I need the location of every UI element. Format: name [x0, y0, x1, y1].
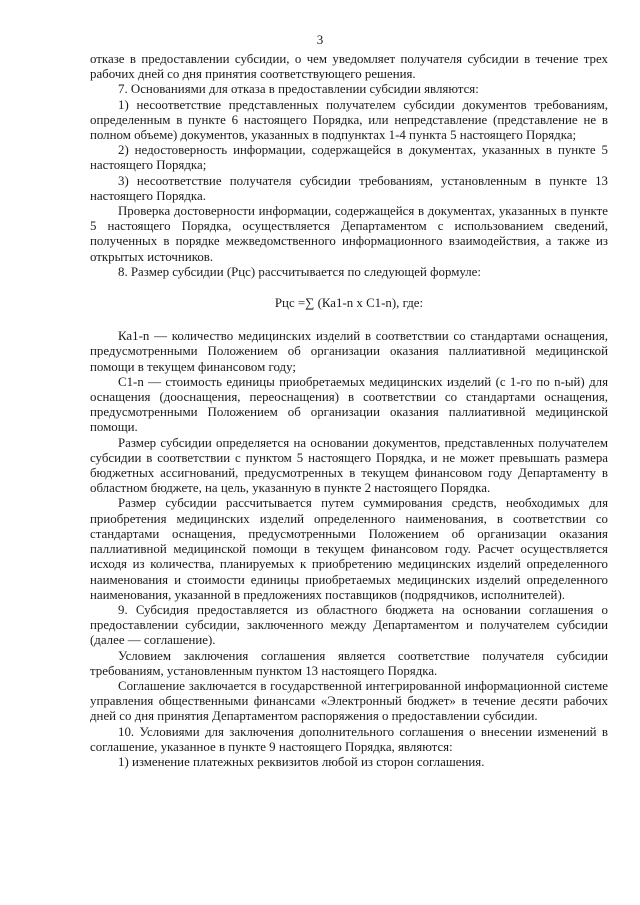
paragraph-subitem-2: 2) недостоверность информации, содержащейся в документах, указанных в пункте 5 настоящего Порядка;: [90, 143, 608, 173]
paragraph-subitem-3: 3) несоответствие получателя субсидии требованиям, установленным в пункте 13 настоящего Порядка.: [90, 173, 608, 203]
paragraph-item-10: 10. Условиями для заключения дополнительного соглашения о внесении изменений в соглашение, указанное в пункте 9 настоящего Порядка, являются:: [90, 724, 608, 754]
paragraph-continuation: отказе в предоставлении субсидии, о чем уведомляет получателя субсидии в течение трех рабочих дней со дня принятия соответствующего решения.: [90, 52, 608, 82]
page-number: 3: [316, 32, 324, 47]
paragraph-agreement-condition: Условием заключения соглашения является соответствие получателя субсидии требованиям, установленным пунктом 13 настоящего Порядка.: [90, 648, 608, 678]
document-body: [90, 52, 608, 770]
paragraph-subsidy-calculation: Размер субсидии рассчитывается путем суммирования средств, необходимых для приобретения медицинских изделий определенного наименования, в соответствии со стандартами оснащения, предусмотренными Положением об организации оказания паллиативной медицинской помощи в текущем финансовом году. Расчет осуществляется исходя из количества, планируемых к приобретению медицинских изделий определенного наименования и стоимости единицы приобретаемых медицинских изделий определенного наименования, указанной в предложениях поставщиков (подрядчиков, исполнителей).: [90, 496, 608, 602]
paragraph-c-definition: С1-n — стоимость единицы приобретаемых медицинских изделий (с 1-го по n-ый) для оснащения (дооснащения, переоснащения) в соответствии со стандартами оснащения, предусмотренными Положением об организации оказания паллиативной медицинской помощи.: [90, 374, 608, 435]
subsidy-formula: Рцс =∑ (Ка1-n х С1-n), где:: [274, 296, 424, 311]
paragraph-item-7: 7. Основаниями для отказа в предоставлении субсидии являются:: [118, 82, 479, 97]
paragraph-agreement-conclusion: Соглашение заключается в государственной интегрированной информационной системе управления общественными финансами «Электронный бюджет» в течение десяти рабочих дней со дня принятия Департаментом распоряжения о предоставлении субсидии.: [90, 678, 608, 724]
paragraph-item-9: 9. Субсидия предоставляется из областного бюджета на основании соглашения о предоставлении субсидии, заключенного между Департаментом и получателем субсидии (далее — соглашение).: [90, 602, 608, 648]
paragraph-item-10-subitem-1: 1) изменение платежных реквизитов любой из сторон соглашения.: [118, 754, 485, 769]
paragraph-verification: Проверка достоверности информации, содержащейся в документах, указанных в пункте 5 настоящего Порядка, осуществляется Департаментом с использованием сведений, полученных в порядке межведомственного информационного взаимодействия, а также из открытых источников.: [90, 204, 608, 264]
paragraph-subitem-1: 1) несоответствие представленных получателем субсидии документов требованиям, определенным в пункте 6 настоящего Порядка, или непредставление (представление не в полном объеме) документов, указанных в подпунктах 1-4 пункта 5 настоящего Порядка;: [90, 97, 608, 143]
paragraph-item-8: 8. Размер субсидии (Рцс) рассчитывается по следующей формуле:: [118, 264, 481, 279]
paragraph-ka-definition: Ка1-n — количество медицинских изделий в соответствии со стандартами оснащения, предусмотренными Положением об организации оказания паллиативной медицинской помощи в текущем финансовом году;: [90, 329, 608, 374]
paragraph-subsidy-size: Размер субсидии определяется на основании документов, представленных получателем субсидии в соответствии с пунктом 5 настоящего Порядка, и не может превышать размера бюджетных ассигнований, предусмотренных в текущем финансовом году Департаменту в областном бюджете, на цель, указанную в пункте 2 настоящего Порядка.: [90, 435, 608, 496]
